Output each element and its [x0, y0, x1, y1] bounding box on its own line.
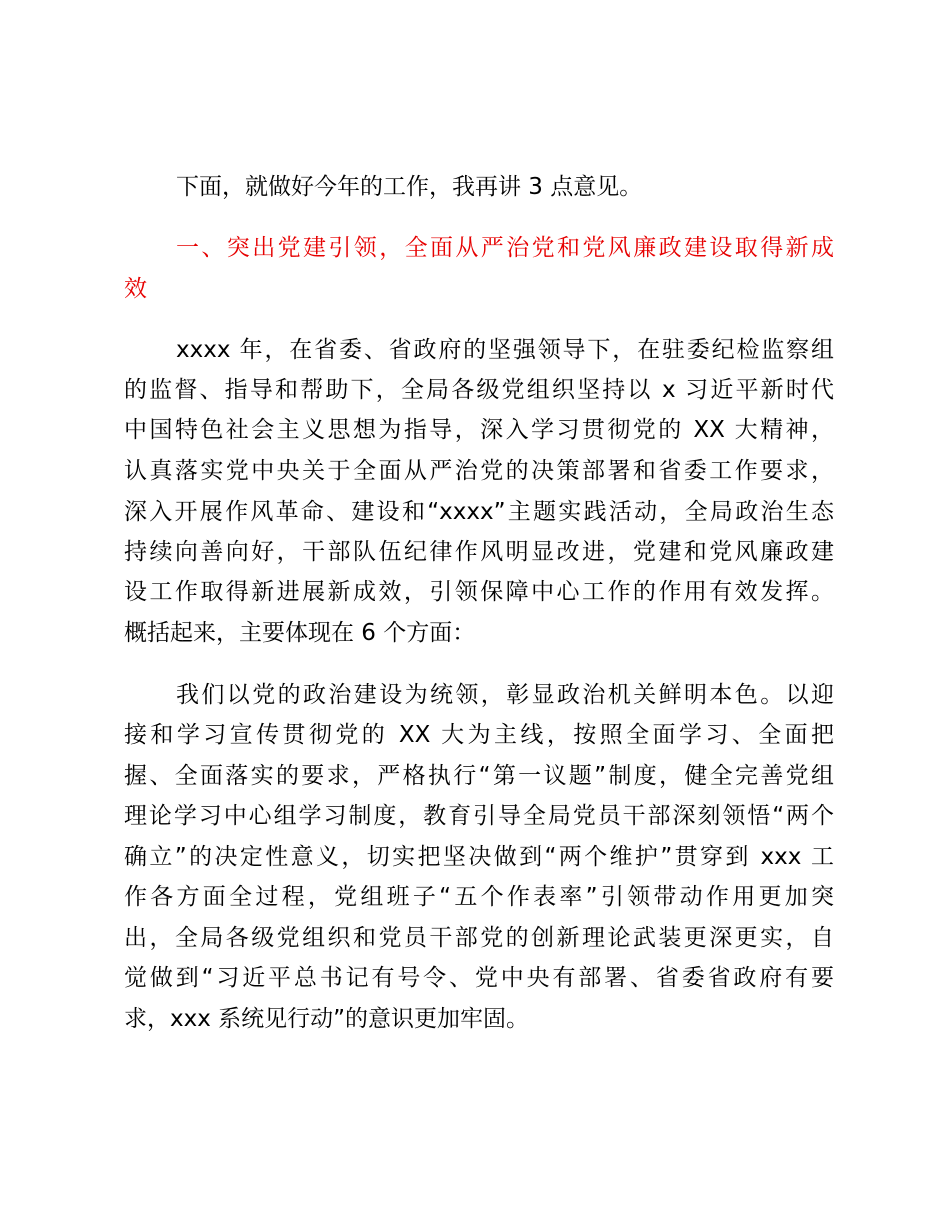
- intro-line: 下面，就做好今年的工作，我再讲 3 点意见。: [176, 174, 643, 200]
- paragraph-line: 认真落实党中央关于全面从严治党的决策部署和省委工作要求，: [124, 458, 834, 484]
- paragraph-line: 求，xxx 系统见行动”的意识更加牢固。: [124, 1006, 530, 1032]
- paragraph-line: 我们以党的政治建设为统领，彰显政治机关鲜明本色。以迎: [176, 682, 834, 708]
- paragraph-line: 接和学习宣传贯彻党的 XX 大为主线，按照全面学习、全面把: [124, 722, 834, 748]
- paragraph-line: 概括起来，主要体现在 6 个方面：: [124, 620, 476, 646]
- paragraph-line: 确立”的决定性意义，切实把坚决做到“两个维护”贯穿到 xxx 工: [124, 844, 834, 870]
- section-heading-line: 一、突出党建引领，全面从严治党和党风廉政建设取得新成: [176, 235, 834, 261]
- paragraph-line: xxxx 年，在省委、省政府的坚强领导下，在驻委纪检监察组: [176, 337, 834, 363]
- paragraph-line: 握、全面落实的要求，严格执行“第一议题”制度，健全完善党组: [124, 763, 834, 789]
- paragraph-line: 深入开展作风革命、建设和“xxxx”主题实践活动，全局政治生态: [124, 499, 834, 525]
- paragraph-line: 的监督、指导和帮助下，全局各级党组织坚持以 x 习近平新时代: [124, 377, 834, 403]
- paragraph-line: 中国特色社会主义思想为指导，深入学习贯彻党的 XX 大精神，: [124, 417, 834, 443]
- section-heading-line: 效: [124, 276, 147, 302]
- paragraph-line: 作各方面全过程，党组班子“五个作表率”引领带动作用更加突: [124, 884, 834, 910]
- paragraph-line: 持续向善向好，干部队伍纪律作风明显改进，党建和党风廉政建: [124, 539, 834, 565]
- paragraph-line: 设工作取得新进展新成效，引领保障中心工作的作用有效发挥。: [124, 579, 834, 605]
- paragraph-line: 理论学习中心组学习制度，教育引导全局党员干部深刻领悟“两个: [124, 803, 834, 829]
- paragraph-line: 出，全局各级党组织和党员干部党的创新理论武装更深更实，自: [124, 925, 834, 951]
- paragraph-line: 觉做到“习近平总书记有号令、党中央有部署、省委省政府有要: [124, 965, 834, 991]
